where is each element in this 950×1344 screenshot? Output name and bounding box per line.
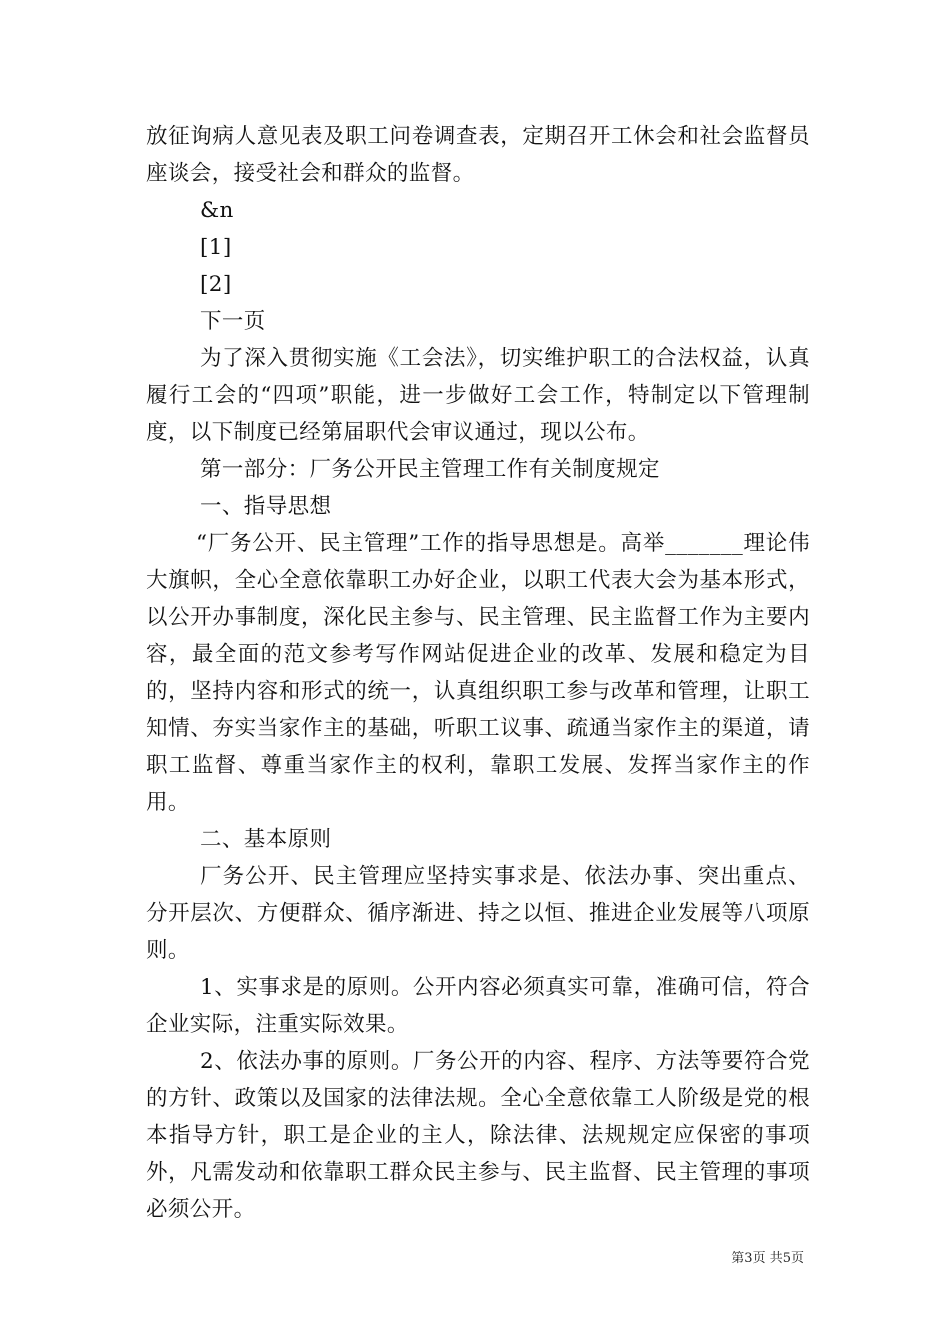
paragraph-basic-principles: 厂务公开、民主管理应坚持实事求是、依法办事、突出重点、分开层次、方便群众、循序渐进、持之以恒、推进企业发展等八项原则。 — [146, 864, 810, 963]
page-link-2[interactable]: [2] — [200, 272, 232, 297]
footer-suffix: 页 — [790, 1251, 804, 1266]
section-heading-part-one: 第一部分：厂务公开民主管理工作有关制度规定 — [200, 457, 660, 482]
footer-total-pages: 5 — [782, 1251, 791, 1266]
paragraph-artifact: &n — [200, 198, 234, 223]
footer-prefix: 第 — [731, 1251, 745, 1266]
paragraph-principle-2: 2、依法办事的原则。厂务公开的内容、程序、方法等要符合党的方针、政策以及国家的法律法规。全心全意依靠工人阶级是党的根本指导方针，职工是企业的主人，除法律、法规规定应保密的事项外，凡需发动和依靠职工群众民主参与、民主监督、民主管理的事项必须公开。 — [146, 1049, 810, 1222]
paragraph-preamble: 为了深入贯彻实施《工会法》，切实维护职工的合法权益，认真履行工会的“四项”职能，进一步做好工会工作，特制定以下管理制度，以下制度已经第届职代会审议通过，现以公布。 — [146, 346, 810, 445]
paragraph-guiding-ideology: “厂务公开、民主管理”工作的指导思想是。高举_______理论伟大旗帜，全心全意依靠职工办好企业，以职工代表大会为基本形式，以公开办事制度，深化民主参与、民主管理、民主监督工作为主要内容，最全面的范文参考写作网站促进企业的改革、发展和稳定为目的，坚持内容和形式的统一，认真组织职工参与改革和管理，让职工知情、夯实当家作主的基础，听职工议事、疏通当家作主的渠道，请职工监督、尊重当家作主的权利，靠职工发展、发挥当家作主的作用。 — [146, 531, 810, 815]
page-link-1[interactable]: [1] — [200, 235, 232, 260]
paragraph-intro: 放征询病人意见表及职工问卷调查表，定期召开工休会和社会监督员座谈会，接受社会和群众的监督。 — [146, 124, 810, 186]
section-heading-basic-principles: 二、基本原则 — [200, 827, 332, 852]
footer-current-page: 3 — [744, 1251, 753, 1266]
next-page-link[interactable]: 下一页 — [200, 309, 266, 334]
paragraph-principle-1: 1、实事求是的原则。公开内容必须真实可靠，准确可信，符合企业实际，注重实际效果。 — [146, 975, 810, 1037]
page-footer — [731, 1247, 804, 1266]
document-body — [146, 118, 810, 1228]
footer-middle: 页 共 — [752, 1251, 783, 1266]
section-heading-guiding-ideology: 一、指导思想 — [200, 494, 332, 519]
